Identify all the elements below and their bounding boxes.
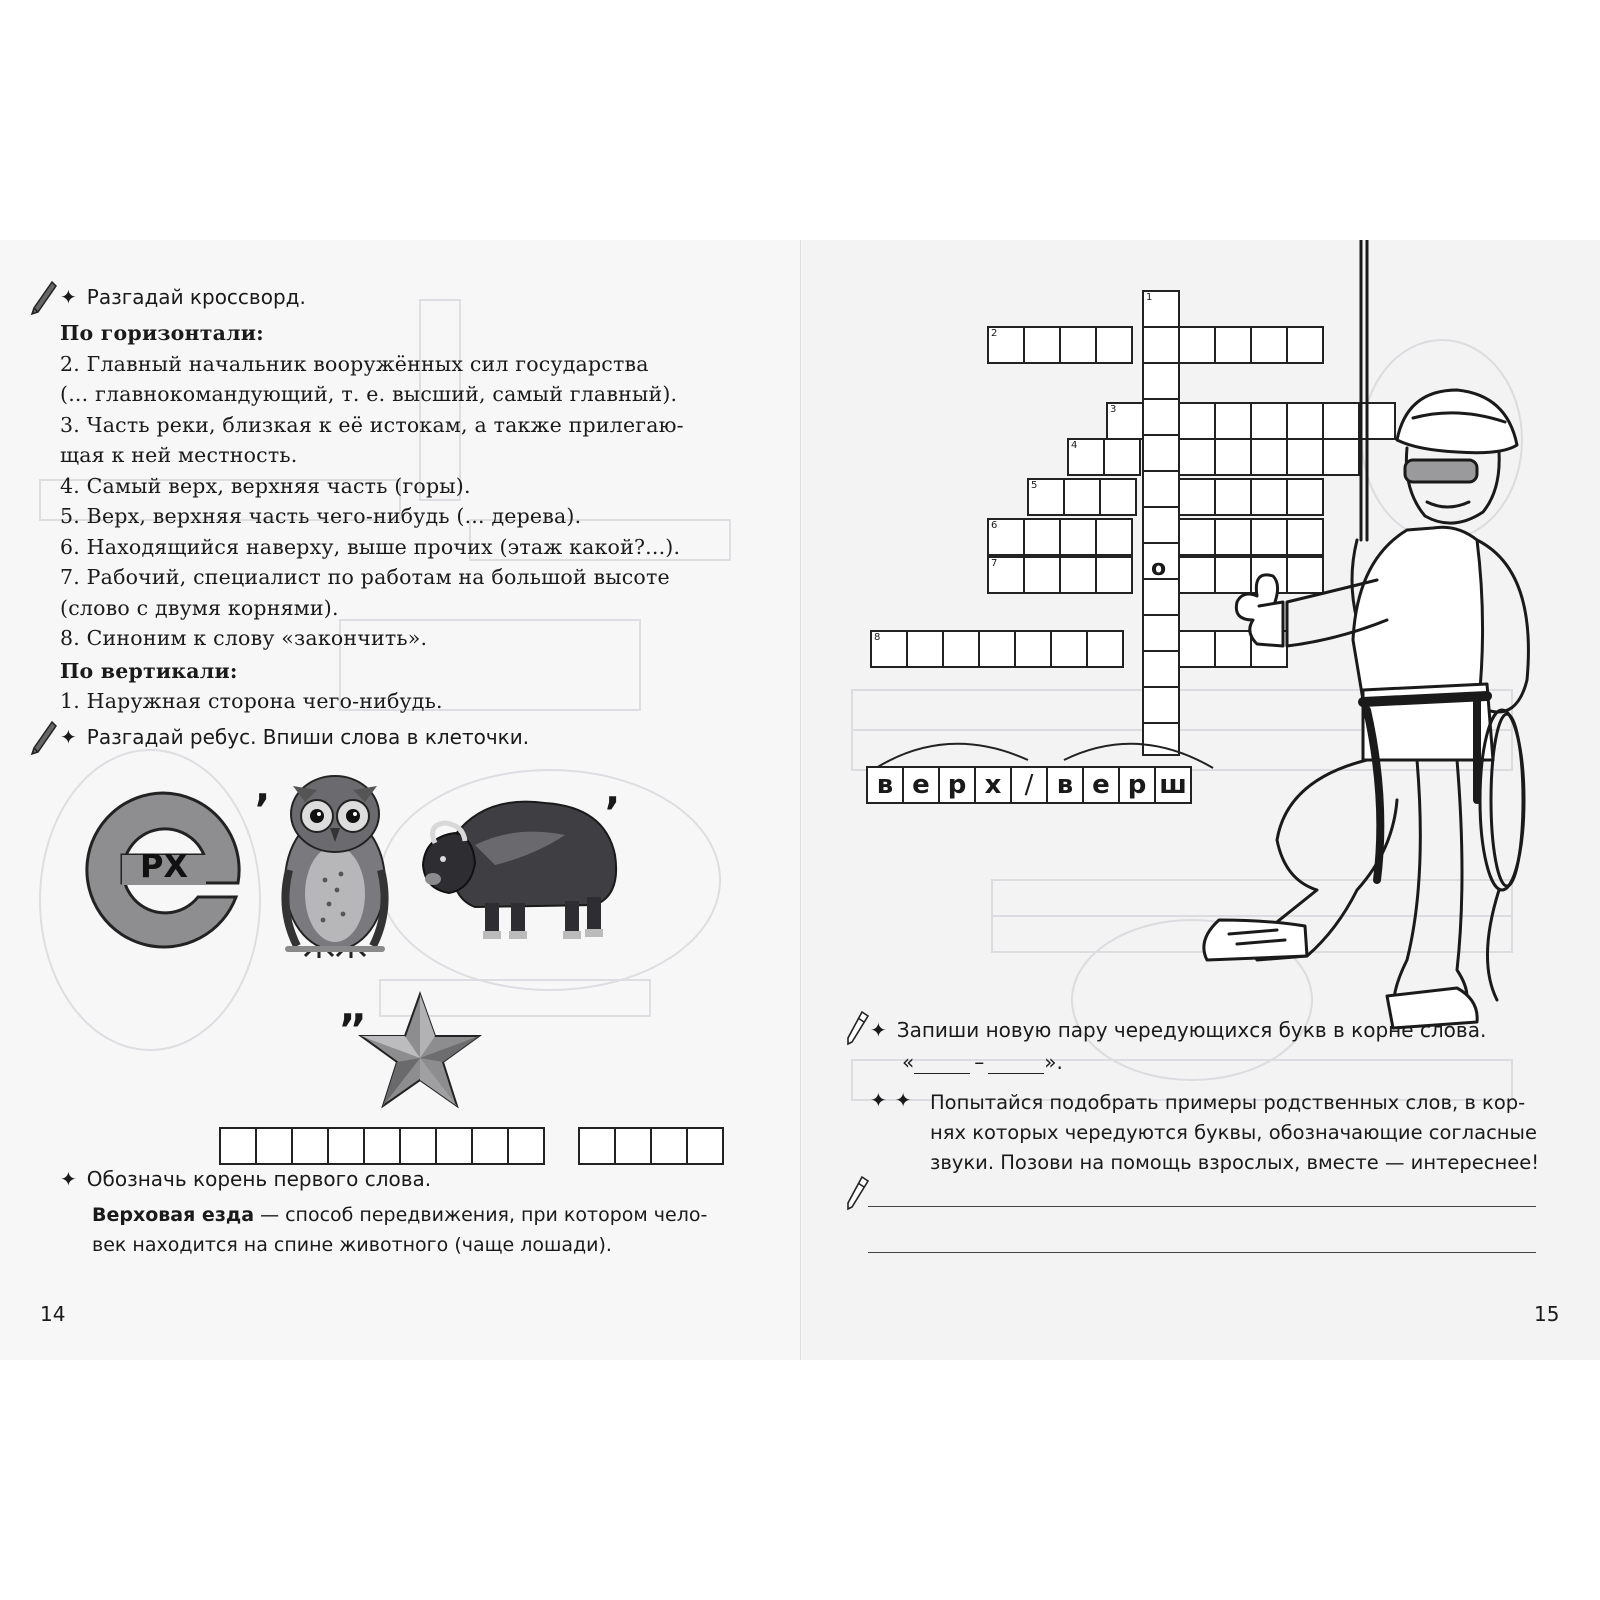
crossword-cell[interactable] [987, 556, 1025, 594]
task1-heading [60, 285, 306, 309]
clue-line: 7. Рабочий, специалист по работам на большой высоте [60, 565, 670, 589]
crossword-cell[interactable] [1095, 326, 1133, 364]
answer-line[interactable] [868, 1252, 1536, 1253]
owl-image [275, 770, 395, 960]
definition-paragraph [92, 1200, 752, 1260]
blank-field[interactable] [988, 1053, 1044, 1074]
cell-number: 5 [1031, 480, 1038, 491]
climber-image [1157, 240, 1597, 1030]
musk-ox-image [415, 785, 625, 945]
cell-number: 1 [1146, 292, 1153, 303]
star-bullet-icon: ✦ [60, 725, 77, 749]
crossword-cell[interactable] [1027, 478, 1065, 516]
letter-pair-template [902, 1050, 1063, 1074]
text-line: нях которых чередуются буквы, обозначающие согласные [930, 1121, 1537, 1144]
pen-icon [844, 1010, 872, 1046]
clue-line: 2. Главный начальник вооружённых сил государства [60, 351, 649, 376]
page-number-left: 14 [40, 1302, 66, 1326]
answer-letter-cell: е [902, 766, 940, 804]
rebus-answer-word-2 [580, 1127, 724, 1165]
crossword-cell[interactable] [1059, 556, 1097, 594]
clue-line: 1. Наружная сторона чего-нибудь. [60, 689, 443, 713]
definition-text: — способ передвижения, при котором чело- [254, 1204, 708, 1226]
task3-heading [60, 1167, 431, 1191]
left-page [0, 240, 801, 1360]
crossword-cell[interactable] [1059, 326, 1097, 364]
definition-term: Верховая езда [92, 1204, 255, 1226]
clue-line: 4. Самый верх, верхняя часть (горы). [60, 473, 471, 498]
rebus-comma: , [255, 765, 271, 811]
cell-number: 7 [991, 558, 998, 569]
answer-cell[interactable] [399, 1127, 437, 1165]
pencil-icon [30, 280, 58, 316]
answer-cell[interactable] [471, 1127, 509, 1165]
crossword-clues [60, 318, 740, 717]
horizontal-heading: По горизонтали: [60, 321, 264, 345]
clue-line: щая к ней местность. [60, 443, 298, 467]
rebus-letter-e [78, 785, 248, 955]
text-line: звуки. Позови на помощь взрослых, вместе — интереснее! [930, 1151, 1540, 1174]
answer-cell[interactable] [614, 1127, 652, 1165]
clue-line: 6. Находящийся наверху, выше прочих (этаж какой?...). [60, 534, 681, 559]
clue-line: 3. Часть реки, близкая к её истокам, а также прилегаю- [60, 412, 684, 437]
answer-cell[interactable] [650, 1127, 688, 1165]
crossword-cell[interactable] [1023, 556, 1061, 594]
answer-cell[interactable] [686, 1127, 724, 1165]
rebus-inner-letters: РХ [139, 847, 189, 885]
rebus-double-comma: ,, [340, 985, 363, 1031]
crossword-cell[interactable] [1050, 630, 1088, 668]
right-page [802, 240, 1600, 1360]
cell-number: 6 [991, 520, 998, 531]
task2-title: Разгадай ребус. Впиши слова в клеточки. [86, 725, 530, 749]
answer-letter-cell: х [974, 766, 1012, 804]
crossword-cell[interactable] [978, 630, 1016, 668]
definition-text: век находится на спине животного (чаще лошади). [92, 1234, 612, 1256]
crossword-cell[interactable] [987, 326, 1025, 364]
answer-cell[interactable] [327, 1127, 365, 1165]
pencil-icon [30, 720, 58, 756]
answer-letter-cell: в [1046, 766, 1084, 804]
answer-letter-cell: р [1118, 766, 1156, 804]
clue-line: 5. Верх, верхняя часть чего-нибудь (... дерева). [60, 504, 582, 528]
crossword-cell[interactable] [1106, 402, 1144, 440]
dash: – [974, 1050, 985, 1074]
answer-strip [868, 766, 1192, 804]
crossword-cell[interactable] [1095, 556, 1133, 594]
star-bullet-icon: ✦ [870, 1018, 887, 1042]
answer-letter-cell: / [1010, 766, 1048, 804]
task1-title: Разгадай кроссворд. [86, 285, 306, 309]
crossword-cell[interactable] [942, 630, 980, 668]
crossword-cell[interactable] [906, 630, 944, 668]
star-bullet-icon: ✦ [60, 285, 77, 309]
answer-cell[interactable] [435, 1127, 473, 1165]
star-bullet-icon: ✦ [894, 1088, 912, 1112]
crossword-hint-letter: о [1151, 556, 1167, 581]
crossword-cell[interactable] [1103, 438, 1141, 476]
crossword-cell[interactable] [1014, 630, 1052, 668]
answer-cell[interactable] [507, 1127, 545, 1165]
answer-letter-cell: в [866, 766, 904, 804]
rebus-comma: , [605, 768, 621, 814]
cell-number: 2 [991, 328, 998, 339]
clue-line: (слово с двумя корнями). [60, 595, 339, 620]
crossword-cell[interactable] [1067, 438, 1105, 476]
text-line: Попытайся подобрать примеры родственных слов, в кор- [930, 1091, 1526, 1114]
crossword-cell[interactable] [1023, 326, 1061, 364]
answer-letter-cell: ш [1154, 766, 1192, 804]
answer-cell[interactable] [219, 1127, 257, 1165]
answer-letter-cell: е [1082, 766, 1120, 804]
page-number-right: 15 [1534, 1302, 1560, 1326]
crossword-cell[interactable] [1023, 518, 1061, 556]
answer-arcs [868, 730, 1218, 770]
clue-line: (... главнокомандующий, т. е. высший, самый главный). [60, 382, 678, 406]
vertical-heading: По вертикали: [60, 658, 238, 683]
star-image [355, 990, 485, 1115]
right-task1-heading [870, 1018, 1486, 1042]
crossword-cell[interactable] [1086, 630, 1124, 668]
answer-line[interactable] [868, 1206, 1536, 1207]
crossword-cell[interactable] [1063, 478, 1101, 516]
clue-line: 8. Синоним к слову «закончить». [60, 626, 428, 650]
answer-cell[interactable] [255, 1127, 293, 1165]
crossword-cell[interactable] [1059, 518, 1097, 556]
right-task2-text [930, 1088, 1580, 1178]
star-bullet-icon: ✦ [870, 1088, 887, 1112]
task3-title: Обозначь корень первого слова. [86, 1167, 432, 1191]
cell-number: 8 [874, 632, 881, 643]
quote-close: ». [1044, 1050, 1063, 1074]
crossword-cell[interactable] [870, 630, 908, 668]
quote-open: « [902, 1050, 915, 1074]
crossword-cell[interactable] [1095, 518, 1133, 556]
answer-cell[interactable] [291, 1127, 329, 1165]
answer-cell[interactable] [578, 1127, 616, 1165]
right-task2-stars [870, 1088, 912, 1112]
rebus-answer-word-1 [221, 1127, 545, 1165]
answer-letter-cell: р [938, 766, 976, 804]
crossword-cell[interactable] [987, 518, 1025, 556]
crossword-cell[interactable] [1099, 478, 1137, 516]
right-task1-title: Запиши новую пару чередующихся букв в корне слова. [896, 1018, 1487, 1042]
cell-number: 4 [1071, 440, 1078, 451]
cell-number: 3 [1110, 404, 1117, 415]
answer-cell[interactable] [363, 1127, 401, 1165]
blank-field[interactable] [914, 1053, 970, 1074]
task2-heading [60, 725, 529, 749]
book-spread [0, 240, 1600, 1360]
star-bullet-icon: ✦ [60, 1167, 77, 1191]
